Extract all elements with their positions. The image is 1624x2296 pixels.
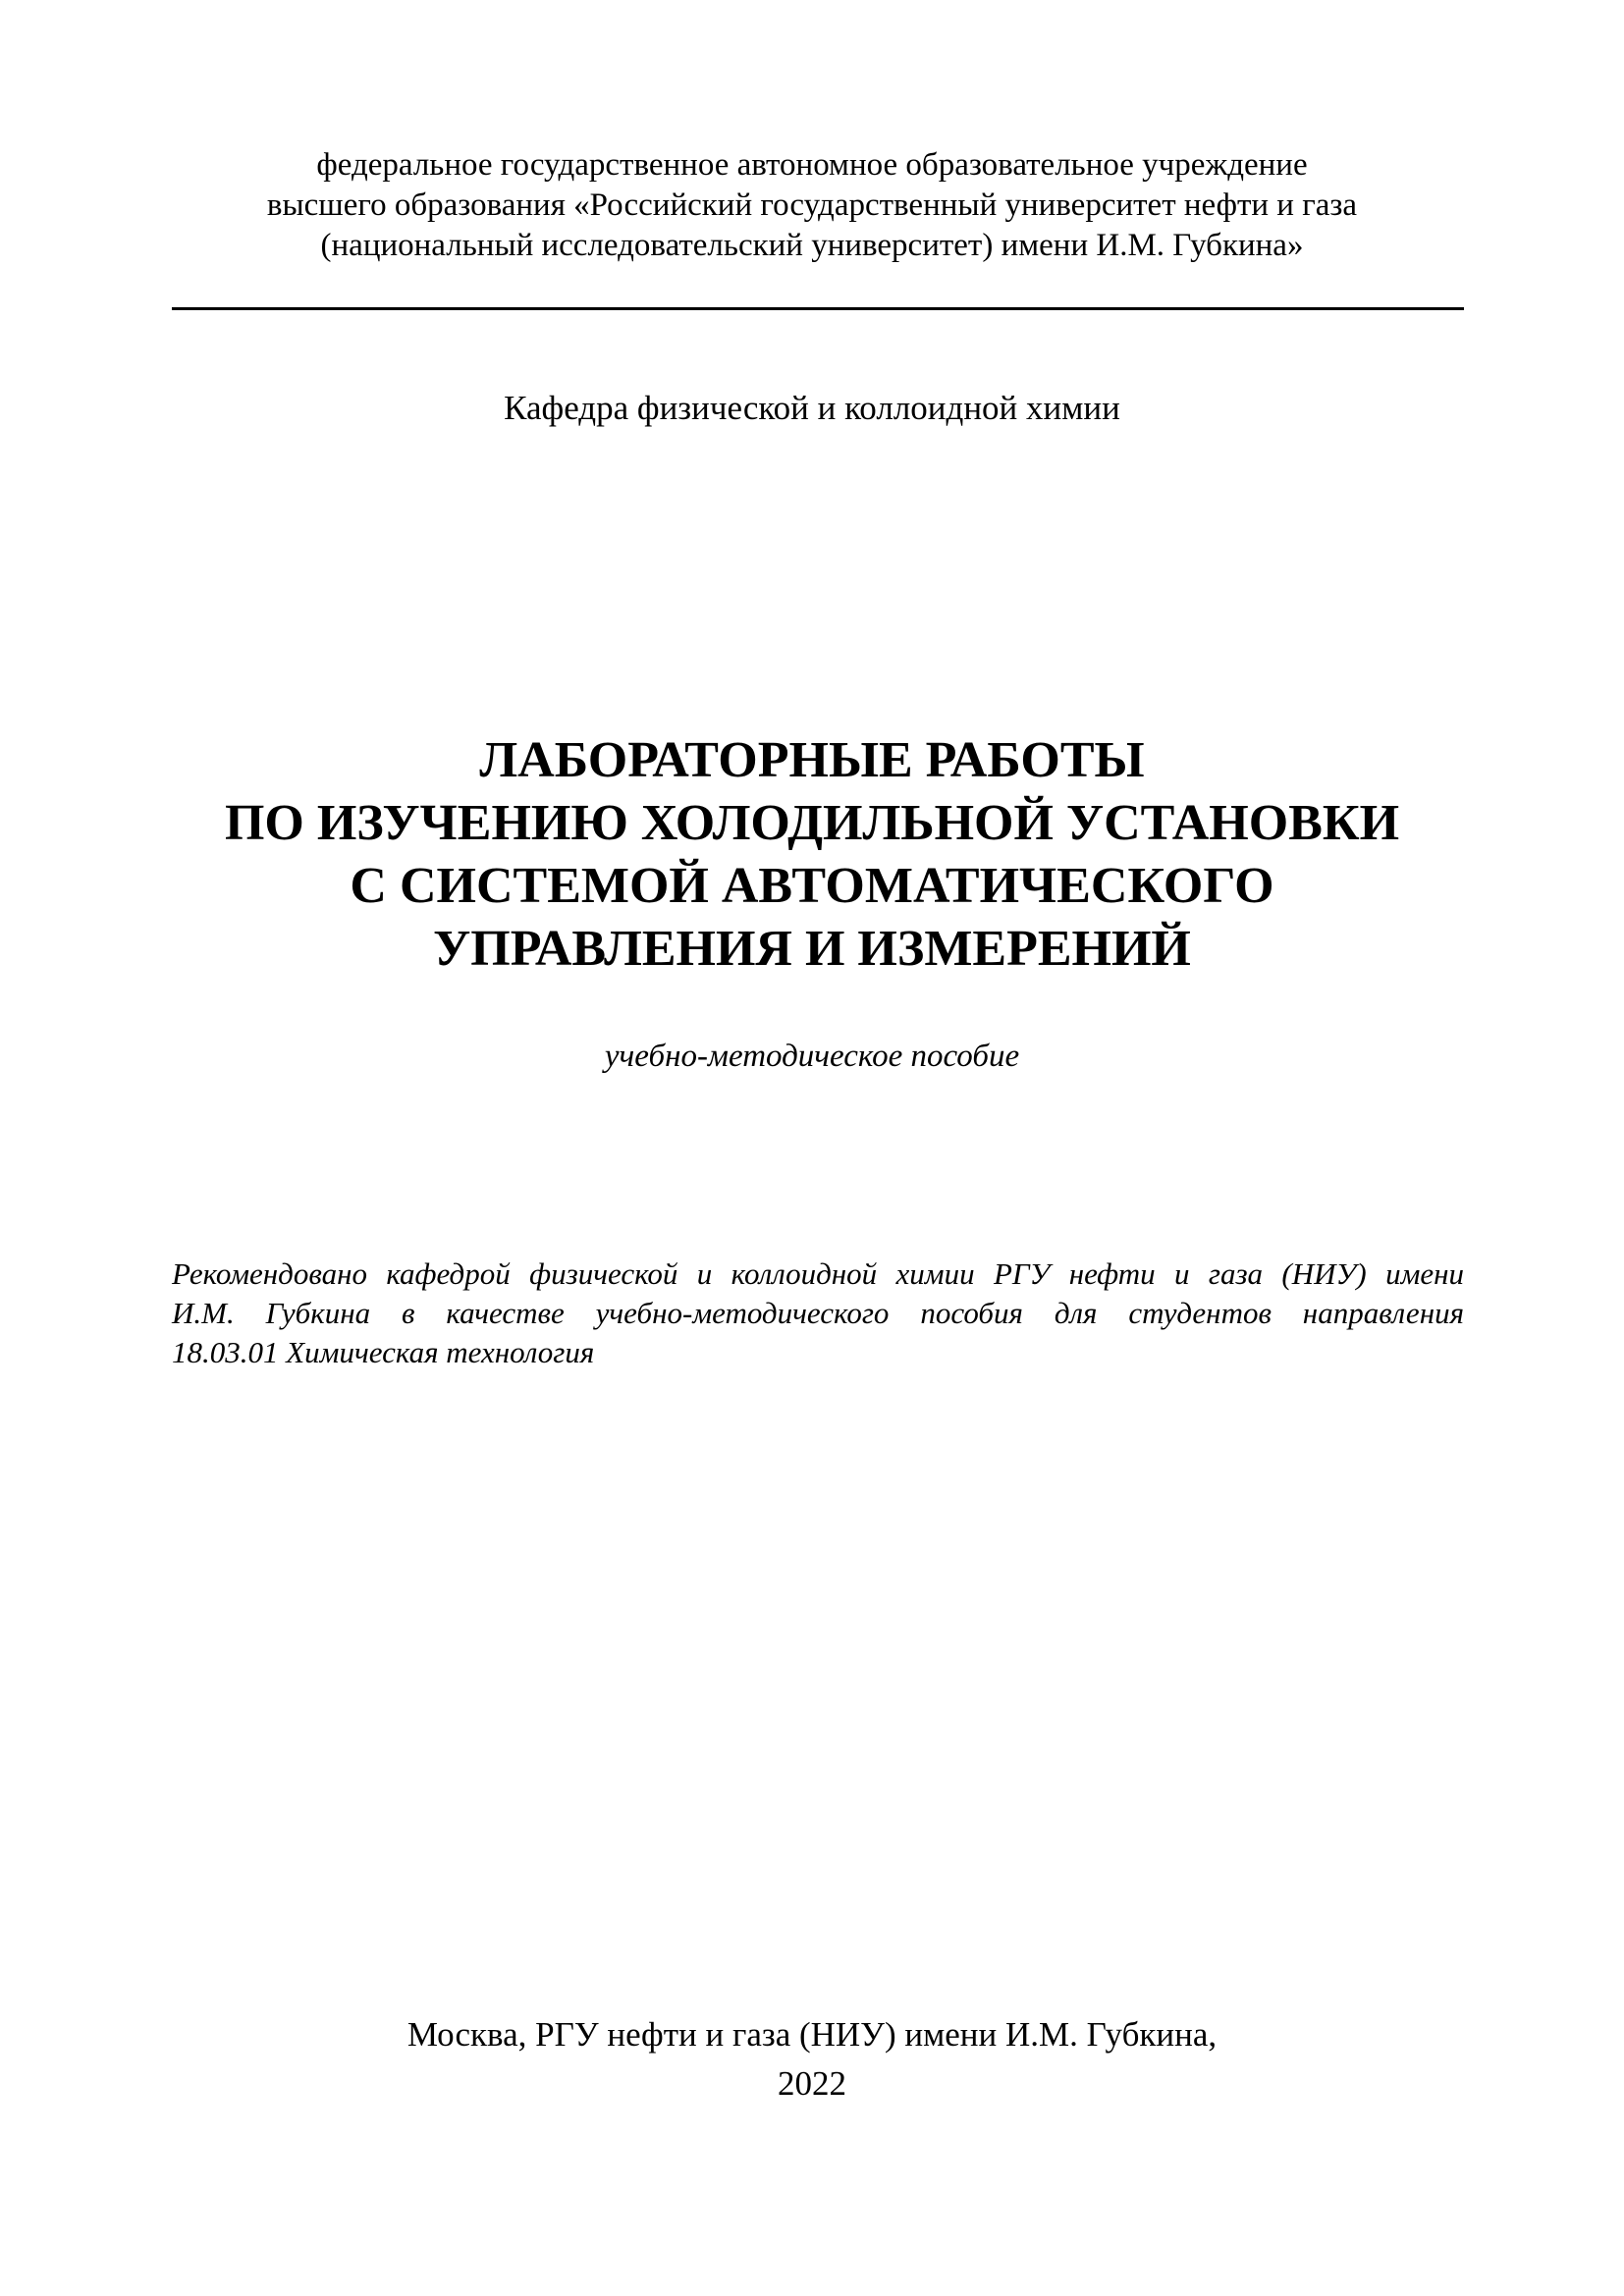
document-subtitle: учебно-методическое пособие bbox=[604, 1039, 1020, 1074]
document-title bbox=[0, 729, 1624, 981]
imprint-place-publisher: Москва, РГУ нефти и газа (НИУ) имени И.М. Губкина, bbox=[406, 2015, 1218, 2054]
imprint-year: 2022 bbox=[778, 2064, 846, 2103]
institution-header bbox=[0, 145, 1624, 266]
title-line: С СИСТЕМОЙ АВТОМАТИЧЕСКОГО bbox=[350, 858, 1274, 914]
title-line: УПРАВЛЕНИЯ И ИЗМЕРЕНИЙ bbox=[433, 921, 1191, 977]
recommendation-note bbox=[172, 1255, 1464, 1372]
recommendation-line: И.М. Губкина в качестве учебно-методического пособия для студентов направления bbox=[172, 1296, 1464, 1330]
institution-line: федеральное государственное автономное образовательное учреждение bbox=[316, 147, 1308, 183]
institution-line: (национальный исследовательский университет) имени И.М. Губкина» bbox=[320, 228, 1304, 263]
recommendation-line: Рекомендовано кафедрой физической и коллоидной химии РГУ нефти и газа (НИУ) имени bbox=[172, 1256, 1464, 1291]
title-line: ПО ИЗУЧЕНИЮ ХОЛОДИЛЬНОЙ УСТАНОВКИ bbox=[224, 795, 1400, 851]
recommendation-line: 18.03.01 Химическая технология bbox=[172, 1335, 595, 1369]
department-name: Кафедра физической и коллоидной химии bbox=[504, 389, 1120, 427]
institution-line: высшего образования «Российский государственный университет нефти и газа bbox=[266, 187, 1358, 223]
title-line: ЛАБОРАТОРНЫЕ РАБОТЫ bbox=[479, 732, 1145, 788]
header-divider bbox=[172, 307, 1464, 310]
imprint bbox=[0, 2010, 1624, 2109]
